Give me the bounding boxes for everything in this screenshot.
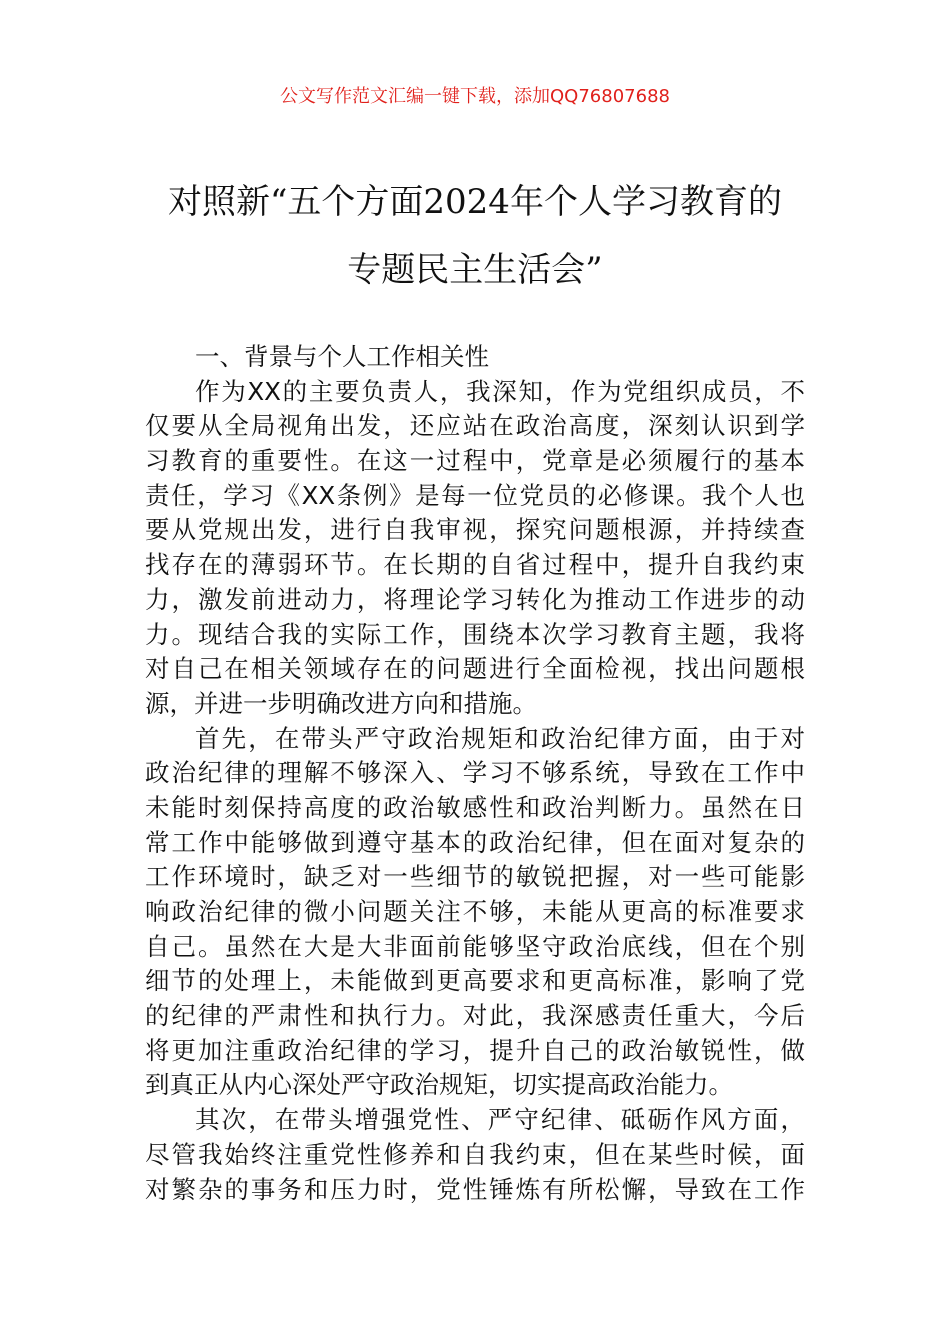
document-title-line-1: 对照新“五个方面2024年个人学习教育的 <box>168 182 782 222</box>
text-line: 对自己在相关领域存在的问题进行全面检视，找出问题根 <box>145 654 805 684</box>
paragraph <box>145 1103 805 1207</box>
text-line: 未能时刻保持高度的政治敏感性和政治判断力。虽然在日 <box>145 792 805 822</box>
text-line: 仅要从全局视角出发，还应站在政治高度，深刻认识到学 <box>145 411 805 441</box>
text-line: 要从党规出发，进行自我审视，探究问题根源，并持续查 <box>145 515 805 545</box>
document-title-line-2: 专题民主生活会” <box>347 250 603 290</box>
text-line: 力，激发前进动力，将理论学习转化为推动工作进步的动 <box>145 584 805 614</box>
text-line: 将更加注重政治纪律的学习，提升自己的政治敏锐性，做 <box>145 1035 805 1065</box>
text-line: 自己。虽然在大是大非面前能够坚守政治底线，但在个别 <box>145 931 805 961</box>
text-line: 响政治纪律的微小问题关注不够，未能从更高的标准要求 <box>145 897 805 926</box>
text-line: 力。现结合我的实际工作，围绕本次学习教育主题，我将 <box>145 619 805 649</box>
text-line: 细节的处理上，未能做到更高要求和更高标准，影响了党 <box>145 966 805 996</box>
text-line: 的纪律的严肃性和执行力。对此，我深感责任重大，今后 <box>145 1001 805 1031</box>
text-line: 责任，学习《XX条例》是每一位党员的必修课。我个人也 <box>145 480 805 510</box>
text-line: 对繁杂的事务和压力时，党性锤炼有所松懈，导致在工作 <box>145 1174 805 1204</box>
text-line: 首先，在带头严守政治规矩和政治纪律方面，由于对 <box>195 723 805 753</box>
document-body <box>145 340 805 1207</box>
paragraph <box>145 722 805 1104</box>
text-line: 其次，在带头增强党性、严守纪律、砥砺作风方面， <box>195 1105 805 1135</box>
text-line: 找存在的薄弱环节。在长期的自省过程中，提升自我约束 <box>145 550 805 580</box>
text-line: 作为XX的主要负责人，我深知，作为党组织成员，不 <box>195 376 805 406</box>
watermark-header: 公文写作范文汇编一键下载，添加QQ76807688 <box>280 86 670 107</box>
text-line: 到真正从内心深处严守政治规矩，切实提高政治能力。 <box>145 1070 733 1100</box>
section-heading <box>145 340 805 375</box>
text-line: 尽管我始终注重党性修养和自我约束，但在某些时候，面 <box>145 1139 805 1169</box>
text-line: 习教育的重要性。在这一过程中，党章是必须履行的基本 <box>145 446 805 476</box>
text-line: 工作环境时，缺乏对一些细节的敏锐把握，对一些可能影 <box>145 862 805 892</box>
paragraph <box>145 375 805 722</box>
text-line: 一、背景与个人工作相关性 <box>195 342 489 371</box>
text-line: 政治纪律的理解不够深入、学习不够系统，导致在工作中 <box>145 758 805 788</box>
text-line: 常工作中能够做到遵守基本的政治纪律，但在面对复杂的 <box>145 827 805 857</box>
text-line: 源，并进一步明确改进方向和措施。 <box>145 688 537 718</box>
